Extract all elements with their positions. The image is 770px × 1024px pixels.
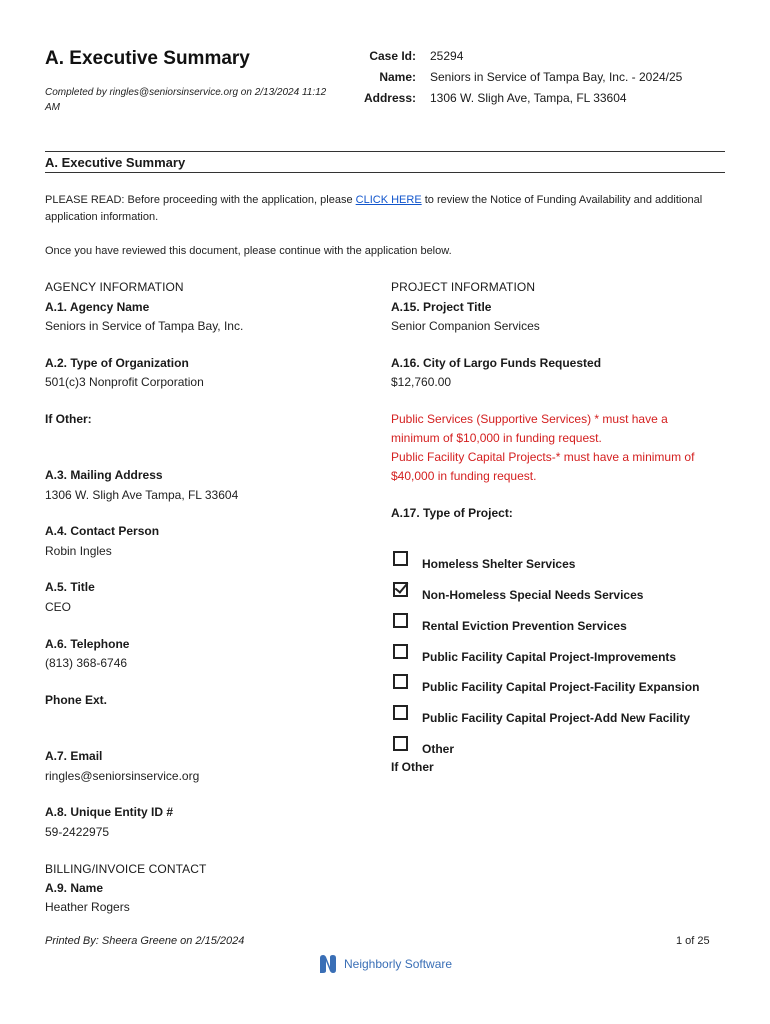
checkbox-rental-eviction-prevention[interactable] xyxy=(393,613,408,628)
checkbox-label: Rental Eviction Prevention Services xyxy=(422,619,627,633)
funds-requested-label: A.16. City of Largo Funds Requested xyxy=(391,356,602,370)
section-divider-top xyxy=(45,151,725,152)
project-type-option[interactable] xyxy=(393,669,700,694)
page-title: A. Executive Summary xyxy=(45,48,250,69)
section-divider-bottom xyxy=(45,172,725,173)
project-title-label: A.15. Project Title xyxy=(391,300,492,314)
continue-text: Once you have reviewed this document, please continue with the application below. xyxy=(45,245,452,257)
printed-by: Printed By: Sheera Greene on 2/15/2024 xyxy=(45,935,245,947)
neighborly-logo-icon xyxy=(318,953,338,975)
section-title: A. Executive Summary xyxy=(45,155,186,170)
name-value: Seniors in Service of Tampa Bay, Inc. - 2024/25 xyxy=(430,70,683,84)
project-type-option[interactable] xyxy=(393,546,576,571)
project-title-value: Senior Companion Services xyxy=(391,319,540,333)
org-type-label: A.2. Type of Organization xyxy=(45,356,189,370)
billing-name-label: A.9. Name xyxy=(45,881,104,895)
unique-entity-id-label: A.8. Unique Entity ID # xyxy=(45,805,174,819)
neighborly-logo xyxy=(318,953,452,975)
title-value: CEO xyxy=(45,600,72,614)
project-type-option[interactable] xyxy=(393,731,455,756)
agency-name-label: A.1. Agency Name xyxy=(45,300,150,314)
checkbox-label: Public Facility Capital Project-Improvements xyxy=(422,650,677,664)
checkbox-label: Non-Homeless Special Needs Services xyxy=(422,588,644,602)
unique-entity-id-value: 59-2422975 xyxy=(45,825,110,839)
email-value: ringles@seniorsinservice.org xyxy=(45,769,200,783)
funding-requirement-note: Public Services (Supportive Services) * must have a minimum of $10,000 in funding request. Public Facility Capital Projects-* must have a minimum of $40,000 in funding request. xyxy=(391,412,695,483)
project-type-option[interactable] xyxy=(393,700,691,725)
project-type-option[interactable] xyxy=(393,577,644,602)
billing-contact-heading: BILLING/INVOICE CONTACT xyxy=(45,862,207,876)
billing-name-value: Heather Rogers xyxy=(45,900,130,914)
case-id-label: Case Id: xyxy=(369,49,416,63)
contact-person-value: Robin Ingles xyxy=(45,544,112,558)
checkbox-non-homeless-special-needs[interactable] xyxy=(393,582,408,597)
completed-by-note: Completed by ringles@seniorsinservice.org on 2/13/2024 11:12 AM xyxy=(45,87,327,113)
mailing-address-value: 1306 W. Sligh Ave Tampa, FL 33604 xyxy=(45,488,239,502)
contact-person-label: A.4. Contact Person xyxy=(45,524,160,538)
checkbox-homeless-shelter[interactable] xyxy=(393,551,408,566)
phone-ext-label: Phone Ext. xyxy=(45,693,108,707)
address-label: Address: xyxy=(363,91,416,105)
checkbox-label: Homeless Shelter Services xyxy=(422,557,576,571)
checkbox-capital-improvements[interactable] xyxy=(393,644,408,659)
project-type-option[interactable] xyxy=(393,608,627,633)
project-if-other-label: If Other xyxy=(391,760,434,774)
checkbox-label: Public Facility Capital Project-Facility Expansion xyxy=(422,680,700,694)
mailing-address-label: A.3. Mailing Address xyxy=(45,468,163,482)
checkbox-label: Public Facility Capital Project-Add New Facility xyxy=(422,711,691,725)
address-value: 1306 W. Sligh Ave, Tampa, FL 33604 xyxy=(430,91,627,105)
page-number: 1 of 25 xyxy=(676,935,710,947)
neighborly-logo-text: Neighborly Software xyxy=(344,957,453,971)
click-here-link[interactable]: CLICK HERE xyxy=(355,194,422,206)
project-type-label: A.17. Type of Project: xyxy=(391,506,513,520)
if-other-label: If Other: xyxy=(45,412,92,426)
funds-requested-value: $12,760.00 xyxy=(391,375,452,389)
name-label: Name: xyxy=(379,70,416,84)
project-type-option[interactable] xyxy=(393,639,677,664)
case-id-value: 25294 xyxy=(430,49,464,63)
project-information-heading: PROJECT INFORMATION xyxy=(391,280,536,294)
email-label: A.7. Email xyxy=(45,749,103,763)
org-type-value: 501(c)3 Nonprofit Corporation xyxy=(45,375,204,389)
agency-name-value: Seniors in Service of Tampa Bay, Inc. xyxy=(45,319,244,333)
telephone-label: A.6. Telephone xyxy=(45,637,130,651)
title-label: A.5. Title xyxy=(45,580,95,594)
agency-information-heading: AGENCY INFORMATION xyxy=(45,280,184,294)
checkbox-other[interactable] xyxy=(393,736,408,751)
telephone-value: (813) 368-6746 xyxy=(45,656,128,670)
checkbox-label: Other xyxy=(422,742,455,756)
please-read-paragraph: PLEASE READ: Before proceeding with the application, please CLICK HERE to review the Notice of Funding Availability and additional application information. xyxy=(45,194,703,223)
checkbox-capital-add-new-facility[interactable] xyxy=(393,705,408,720)
checkbox-capital-facility-expansion[interactable] xyxy=(393,674,408,689)
